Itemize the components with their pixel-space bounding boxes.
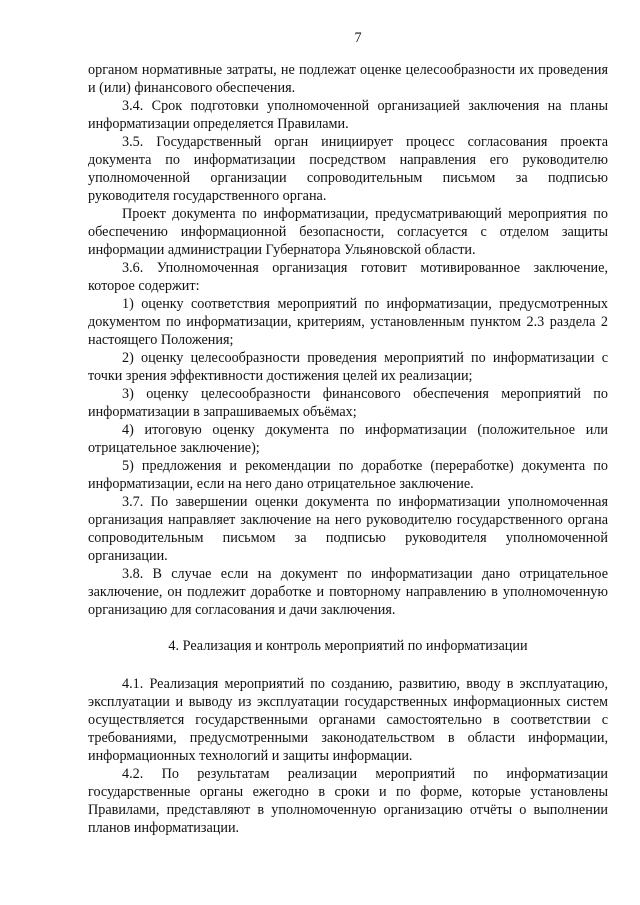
list-item-3: 3) оценку целесообразности финансового обеспечения мероприятий по информатизации в запрашиваемых объёмах; <box>88 386 608 420</box>
document-page <box>88 29 608 837</box>
paragraph-continuation: органом нормативные затраты, не подлежат оценке целесообразности их проведения и (или) финансового обеспечения. <box>88 62 608 96</box>
paragraph-project: Проект документа по информатизации, предусматривающий мероприятия по обеспечению информационной безопасности, согласуется с отделом защиты информации администрации Губернатора Ульяновской области. <box>88 206 608 258</box>
section-heading: 4. Реализация и контроль мероприятий по информатизации <box>168 638 528 654</box>
list-item-4: 4) итоговую оценку документа по информатизации (положительное или отрицательное заключение); <box>88 422 608 456</box>
paragraph-3-7: 3.7. По завершении оценки документа по информатизации уполномоченная организация направляет заключение на него руководителю государственного органа сопроводительным письмом за подписью руководителя уполномоченной организации. <box>88 494 608 564</box>
paragraph-3-4: 3.4. Срок подготовки уполномоченной организацией заключения на планы информатизации определяется Правилами. <box>88 98 608 132</box>
list-item-1: 1) оценку соответствия мероприятий по информатизации, предусмотренных документом по информатизации, критериям, установленным пунктом 2.3 раздела 2 настоящего Положения; <box>88 296 608 348</box>
paragraph-3-8: 3.8. В случае если на документ по информатизации дано отрицательное заключение, он подлежит доработке и повторному направлению в уполномоченную организацию для согласования и дачи заключения. <box>88 566 608 618</box>
paragraph-3-6: 3.6. Уполномоченная организация готовит мотивированное заключение, которое содержит: <box>88 260 608 294</box>
paragraph-4-2: 4.2. По результатам реализации мероприятий по информатизации государственные органы ежегодно в сроки и по форме, которые установлены Правилами, представляют в уполномоченную организацию отчёты о выполнении планов информатизации. <box>88 766 608 836</box>
page-number: 7 <box>354 30 362 46</box>
paragraph-3-5: 3.5. Государственный орган инициирует процесс согласования проекта документа по информатизации посредством направления его руководителю уполномоченной организации сопроводительным письмом за подписью руководителя государственного органа. <box>88 134 608 204</box>
list-item-2: 2) оценку целесообразности проведения мероприятий по информатизации с точки зрения эффективности достижения целей их реализации; <box>88 350 608 384</box>
list-item-5: 5) предложения и рекомендации по доработке (переработке) документа по информатизации, если на него дано отрицательное заключение. <box>88 458 608 492</box>
paragraph-4-1: 4.1. Реализация мероприятий по созданию, развитию, вводу в эксплуатацию, эксплуатации и выводу из эксплуатации государственных информационных систем осуществляется государственными органами самостоятельно в соответствии с требованиями, предусмотренными законодательством в области информации, информационных технологий и защиты информации. <box>88 676 608 764</box>
